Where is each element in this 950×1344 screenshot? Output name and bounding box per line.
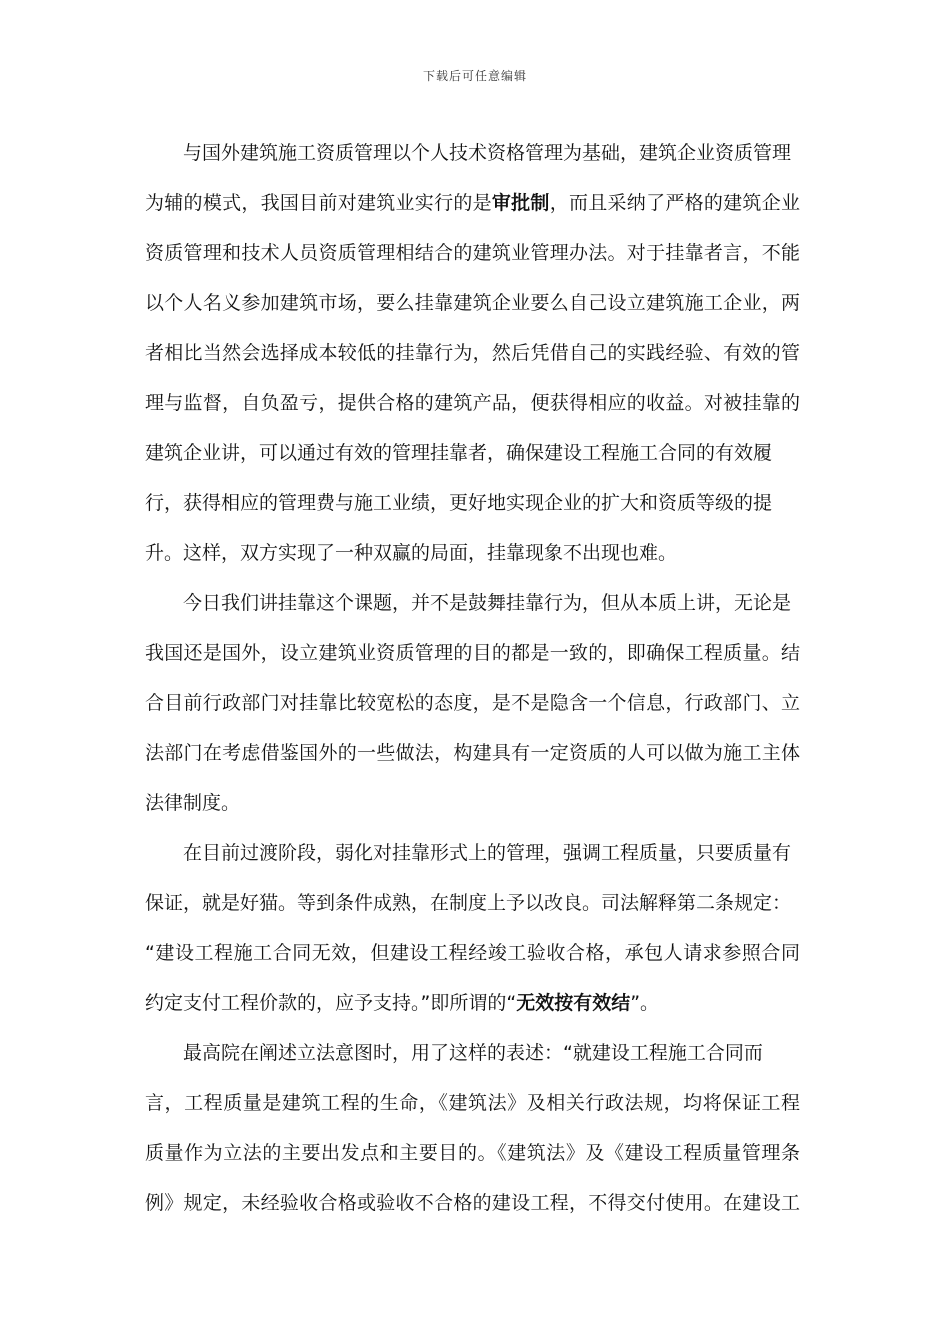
text-line: 与国外建筑施工资质管理以个人技术资格管理为基础，建筑企业资质管理 — [183, 142, 792, 164]
bold-term: 审批制 — [491, 192, 550, 214]
text-segment: ”。 — [630, 992, 660, 1014]
bold-term: 无效按有效结 — [516, 992, 631, 1014]
text-line: 最高院在阐述立法意图时，用了这样的表述：“就建设工程施工合同而 — [183, 1042, 763, 1064]
text-line: 升。这样，双方实现了一种双赢的局面，挂靠现象不出现也难。 — [145, 542, 678, 564]
text-line: 在目前过渡阶段，弱化对挂靠形式上的管理，强调工程质量，只要质量有 — [183, 842, 792, 864]
text-line: 保证，就是好猫。等到条件成熟，在制度上予以改良。司法解释第二条规定： — [145, 892, 792, 914]
text-line: 以个人名义参加建筑市场，要么挂靠建筑企业要么自己设立建筑施工企业，两 — [145, 292, 800, 314]
text-segment: 约定支付工程价款的，应予支持。”即所谓的“ — [145, 992, 517, 1014]
text-line: 我国还是国外，设立建筑业资质管理的目的都是一致的，即确保工程质量。结 — [145, 642, 800, 664]
text-line: 资质管理和技术人员资质管理相结合的建筑业管理办法。对于挂靠者言，不能 — [145, 242, 800, 264]
paragraph-4 — [145, 1028, 800, 1228]
header-note: 下载后可任意编辑 — [422, 69, 527, 83]
text-line: 言，工程质量是建筑工程的生命，《建筑法》及相关行政法规，均将保证工程 — [145, 1092, 800, 1114]
text-line: “建设工程施工合同无效，但建设工程经竣工验收合格，承包人请求参照合同 — [145, 942, 800, 964]
text-line: 理与监督，自负盈亏，提供合格的建筑产品，便获得相应的收益。对被挂靠的 — [145, 392, 800, 414]
document-body — [145, 128, 800, 1228]
text-line: 今日我们讲挂靠这个课题，并不是鼓舞挂靠行为，但从本质上讲，无论是 — [183, 592, 792, 614]
text-line: 行，获得相应的管理费与施工业绩，更好地实现企业的扩大和资质等级的提 — [145, 492, 773, 514]
text-segment: ，而且采纳了严格的建筑企业 — [549, 192, 800, 214]
text-line: 法部门在考虑借鉴国外的一些做法，构建具有一定资质的人可以做为施工主体 — [145, 742, 800, 764]
text-line: 合目前行政部门对挂靠比较宽松的态度，是不是隐含一个信息，行政部门、立 — [145, 692, 800, 714]
paragraph-3 — [145, 828, 800, 1028]
text-segment: 为辅的模式，我国目前对建筑业实行的是 — [145, 192, 492, 214]
paragraph-2 — [145, 578, 800, 828]
text-line — [145, 178, 800, 228]
text-line: 例》规定，未经验收合格或验收不合格的建设工程，不得交付使用。在建设工 — [145, 1192, 800, 1214]
text-line — [145, 978, 800, 1028]
text-line: 法律制度。 — [145, 792, 241, 814]
text-line: 建筑企业讲，可以通过有效的管理挂靠者，确保建设工程施工合同的有效履 — [145, 442, 773, 464]
text-line: 者相比当然会选择成本较低的挂靠行为，然后凭借自己的实践经验、有效的管 — [145, 342, 800, 364]
text-line: 质量作为立法的主要出发点和主要目的。《建筑法》及《建设工程质量管理条 — [145, 1142, 800, 1164]
paragraph-1 — [145, 128, 800, 578]
